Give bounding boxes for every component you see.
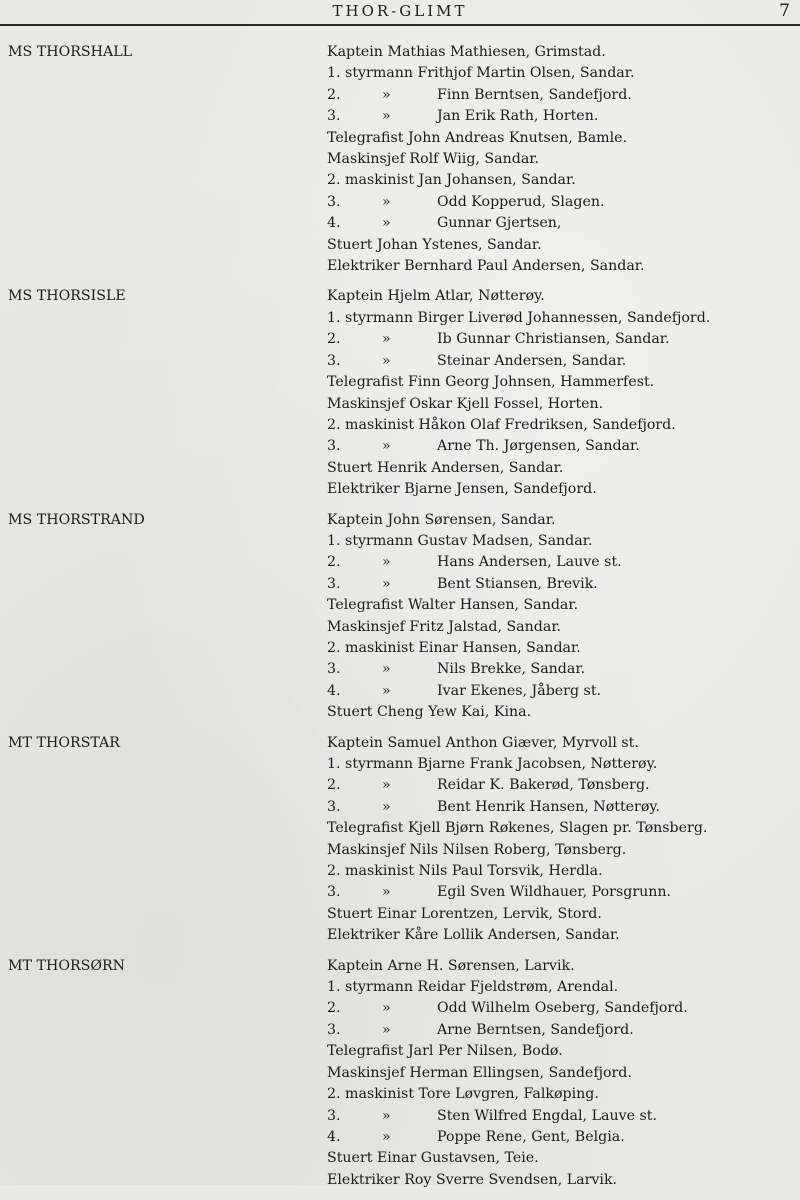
crew-name: Gustav Madsen, Sandar. [417, 532, 593, 549]
crew-name: Arne Th. Jørgensen, Sandar. [437, 438, 640, 455]
crew-name: Odd Wilhelm Oseberg, Sandefjord. [437, 1000, 688, 1017]
crew-role: Stuert [327, 704, 373, 721]
ditto-mark: » [382, 215, 391, 232]
rank-number: 3. [327, 798, 341, 815]
crew-name: Arne Berntsen, Sandefjord. [437, 1021, 634, 1038]
crew-role: Kaptein [327, 957, 383, 974]
crew-role: 2. maskinist [327, 863, 415, 880]
crew-member [327, 85, 800, 106]
crew-name: Samuel Anthon Giæver, Myrvoll st. [387, 734, 639, 751]
ditto-mark: » [382, 575, 391, 592]
crew-member [327, 106, 800, 127]
crew-member [327, 702, 800, 723]
publication-title: THOR-GLIMT [332, 2, 468, 20]
crew-name: Mathias Mathiesen, Grimstad. [387, 44, 606, 60]
crew-rank [327, 1127, 437, 1148]
crew-role: Maskinsjef [327, 151, 405, 168]
ditto-mark: » [382, 798, 391, 815]
crew-name: Gunnar Gjertsen, [437, 215, 562, 232]
crew-member [327, 192, 800, 213]
ditto-mark: » [382, 1021, 391, 1038]
crew-member [327, 1148, 800, 1169]
crew-member [327, 256, 800, 277]
crew-role: Elektriker [327, 258, 400, 275]
crew-member [327, 286, 800, 307]
crew-role: Telegrafist [327, 129, 404, 146]
ditto-mark: » [382, 86, 391, 103]
crew-member [327, 510, 800, 531]
ditto-mark: » [382, 438, 391, 455]
rank-number: 4. [327, 1128, 341, 1145]
crew-member [327, 351, 800, 372]
crew-member [327, 1063, 800, 1084]
crew-role: Stuert [327, 236, 373, 253]
rank-number: 3. [327, 661, 341, 678]
crew-member [327, 531, 800, 552]
crew-member [327, 904, 800, 925]
crew-rank [327, 1106, 437, 1127]
crew-role: Stuert [327, 905, 373, 922]
ship-name: MT THORSTAR [8, 734, 120, 751]
crew-rank [327, 1020, 437, 1041]
ditto-mark: » [382, 777, 391, 794]
crew-rank [327, 106, 437, 127]
crew-member [327, 308, 800, 329]
crew-name: Hans Andersen, Lauve st. [437, 554, 622, 571]
ditto-mark: » [382, 193, 391, 210]
crew-member [327, 479, 800, 500]
page-header [0, 0, 800, 26]
crew-name: Sten Wilfred Engdal, Lauve st. [437, 1107, 657, 1124]
ship-name: MT THORSØRN [8, 957, 126, 974]
crew-role: Elektriker [327, 927, 400, 944]
crew-member [327, 775, 800, 796]
crew-member [327, 1127, 800, 1148]
ditto-mark: » [382, 1128, 391, 1145]
crew-rank [327, 213, 437, 234]
crew-member [327, 1041, 800, 1062]
crew-name: Jan Erik Rath, Horten. [437, 108, 599, 125]
crew-role: Telegrafist [327, 1043, 404, 1060]
crew-name: Finn Georg Johnsen, Hammerfest. [407, 374, 655, 391]
crew-role: Telegrafist [327, 597, 404, 614]
crew-role: 1. styrmann [327, 309, 414, 326]
crew-member [327, 436, 800, 457]
crew-rank [327, 681, 437, 702]
crew-name: Tore Løvgren, Falkøping. [418, 1086, 599, 1103]
crew-role: 2. maskinist [327, 639, 415, 656]
crew-name: Ivar Ekenes, Jåberg st. [437, 682, 602, 699]
crew-name: Arne H. Sørensen, Larvik. [387, 957, 575, 974]
crew-member [327, 329, 800, 350]
crew-member [327, 1084, 800, 1105]
crew-member [327, 882, 800, 903]
ship-entry [0, 510, 800, 724]
rank-number: 3. [327, 438, 341, 455]
crew-name: Cheng Yew Kai, Kina. [376, 704, 532, 721]
crew-name: Nils Nilsen Roberg, Tønsberg. [409, 841, 627, 858]
ditto-mark: » [382, 682, 391, 699]
crew-name: Einar Hansen, Sandar. [418, 639, 581, 656]
crew-member [327, 235, 800, 256]
crew-name: Bernhard Paul Andersen, Sandar. [404, 258, 645, 275]
crew-member [327, 797, 800, 818]
crew-role: Stuert [327, 459, 373, 476]
rank-number: 4. [327, 215, 341, 232]
crew-rank [327, 192, 437, 213]
crew-name: Kåre Lollik Andersen, Sandar. [404, 927, 620, 944]
crew-name: Fritz Jalstad, Sandar. [409, 618, 562, 635]
crew-name: Einar Gustavsen, Teie. [376, 1150, 539, 1167]
rank-number: 4. [327, 682, 341, 699]
crew-rank [327, 351, 437, 372]
ship-entry [0, 733, 800, 947]
crew-name: Reidar Fjeldstrøm, Arendal. [417, 979, 619, 996]
crew-role: 2. maskinist [327, 172, 415, 189]
ship-entry [0, 956, 800, 1191]
crew-role: 1. styrmann [327, 979, 414, 996]
crew-name: Johan Ystenes, Sandar. [376, 236, 542, 253]
crew-role: 1. styrmann [327, 756, 414, 772]
crew-role: 1. styrmann [327, 532, 414, 549]
crew-roster [327, 42, 800, 277]
crew-member [327, 1106, 800, 1127]
crew-name: Oskar Kjell Fossel, Horten. [409, 395, 604, 412]
crew-member [327, 149, 800, 170]
crew-member [327, 213, 800, 234]
crew-role: Telegrafist [327, 820, 404, 837]
rank-number: 2. [327, 86, 341, 103]
crew-member [327, 458, 800, 479]
crew-rank [327, 436, 437, 457]
ditto-mark: » [382, 1000, 391, 1017]
ditto-mark: » [382, 884, 391, 901]
crew-member [327, 170, 800, 191]
crew-name: John Sørensen, Sandar. [387, 511, 556, 528]
crew-name: Birger Liverød Johannessen, Sandefjord. [417, 309, 711, 326]
rank-number: 2. [327, 554, 341, 571]
rank-number: 3. [327, 884, 341, 901]
crew-name: Roy Sverre Svendsen, Larvik. [404, 1171, 618, 1188]
crew-member [327, 733, 800, 754]
rank-number: 3. [327, 108, 341, 125]
crew-member [327, 861, 800, 882]
crew-name: Bent Henrik Hansen, Nøtterøy. [437, 798, 661, 815]
crew-role: 2. maskinist [327, 1086, 415, 1103]
crew-member [327, 840, 800, 861]
crew-rank [327, 329, 437, 350]
ditto-mark: » [382, 108, 391, 125]
crew-roster [327, 286, 800, 500]
rank-number: 2. [327, 1000, 341, 1017]
crew-name: Rolf Wiig, Sandar. [409, 151, 540, 168]
crew-member [327, 552, 800, 573]
ditto-mark: » [382, 661, 391, 678]
crew-rank [327, 775, 437, 796]
crew-member [327, 925, 800, 946]
page-number: 7 [779, 1, 790, 21]
crew-name: Herman Ellingsen, Sandefjord. [409, 1064, 632, 1081]
crew-member [327, 394, 800, 415]
crew-member [327, 617, 800, 638]
crew-name: Nils Brekke, Sandar. [437, 661, 586, 678]
crew-rank [327, 552, 437, 573]
crew-member [327, 956, 800, 977]
crew-name: John Andreas Knutsen, Bamle. [407, 129, 628, 146]
ditto-mark: » [382, 1107, 391, 1124]
ditto-mark: » [382, 554, 391, 571]
rank-number: 2. [327, 777, 341, 794]
crew-rank [327, 797, 437, 818]
crew-role: Telegrafist [327, 374, 404, 391]
crew-role: 2. maskinist [327, 416, 415, 433]
ditto-mark: » [382, 331, 391, 348]
crew-member [327, 998, 800, 1019]
crew-role: Kaptein [327, 44, 383, 60]
crew-list [0, 42, 800, 1200]
crew-rank [327, 882, 437, 903]
crew-role: Elektriker [327, 1171, 400, 1188]
crew-name: Nils Paul Torsvik, Herdla. [418, 863, 603, 880]
crew-role: Elektriker [327, 481, 400, 498]
crew-name: Bjarne Jensen, Sandefjord. [404, 481, 597, 498]
crew-roster [327, 956, 800, 1191]
crew-name: Frithjof Martin Olsen, Sandar. [417, 65, 635, 82]
crew-name: Finn Berntsen, Sandefjord. [437, 86, 632, 103]
crew-member [327, 1020, 800, 1041]
rank-number: 3. [327, 1021, 341, 1038]
crew-name: Walter Hansen, Sandar. [407, 597, 579, 614]
crew-member [327, 372, 800, 393]
crew-member [327, 754, 800, 775]
crew-member [327, 415, 800, 436]
crew-name: Egil Sven Wildhauer, Porsgrunn. [437, 884, 672, 901]
rank-number: 3. [327, 1107, 341, 1124]
crew-member [327, 638, 800, 659]
crew-roster [327, 733, 800, 947]
crew-rank [327, 998, 437, 1019]
rank-number: 3. [327, 193, 341, 210]
crew-rank [327, 659, 437, 680]
crew-role: Kaptein [327, 511, 383, 528]
crew-role: 1. styrmann [327, 65, 414, 82]
crew-name: Einar Lorentzen, Lervik, Stord. [376, 905, 602, 922]
crew-role: Kaptein [327, 734, 383, 751]
crew-name: Poppe Rene, Gent, Belgia. [437, 1128, 625, 1145]
rank-number: 3. [327, 352, 341, 369]
crew-name: Hjelm Atlar, Nøtterøy. [387, 288, 545, 305]
crew-role: Maskinsjef [327, 841, 405, 858]
ship-name: MS THORSISLE [8, 288, 126, 305]
crew-member [327, 977, 800, 998]
crew-name: Bent Stiansen, Brevik. [437, 575, 598, 592]
crew-name: Ib Gunnar Christiansen, Sandar. [437, 331, 670, 348]
crew-member [327, 574, 800, 595]
rank-number: 2. [327, 331, 341, 348]
rank-number: 3. [327, 575, 341, 592]
crew-role: Maskinsjef [327, 1064, 405, 1081]
crew-name: Bjarne Frank Jacobsen, Nøtterøy. [417, 756, 658, 772]
crew-name: Jarl Per Nilsen, Bodø. [407, 1043, 563, 1060]
crew-member [327, 128, 800, 149]
crew-role: Stuert [327, 1150, 373, 1167]
crew-roster [327, 510, 800, 724]
ditto-mark: » [382, 352, 391, 369]
crew-name: Kjell Bjørn Røkenes, Slagen pr. Tønsberg. [407, 820, 708, 837]
crew-name: Håkon Olaf Fredriksen, Sandefjord. [418, 416, 676, 433]
header-rule [0, 24, 800, 26]
crew-member [327, 659, 800, 680]
crew-member [327, 63, 800, 84]
ship-entry [0, 286, 800, 500]
crew-rank [327, 574, 437, 595]
crew-role: Kaptein [327, 288, 383, 305]
ship-name: MS THORSHALL [8, 44, 133, 60]
crew-member [327, 1170, 800, 1191]
crew-name: Odd Kopperud, Slagen. [437, 193, 605, 210]
crew-name: Jan Johansen, Sandar. [418, 172, 576, 189]
ship-entry [0, 42, 800, 277]
crew-member [327, 42, 800, 63]
crew-name: Steinar Andersen, Sandar. [437, 352, 627, 369]
crew-role: Maskinsjef [327, 395, 405, 412]
crew-member [327, 681, 800, 702]
crew-member [327, 595, 800, 616]
crew-rank [327, 85, 437, 106]
crew-member [327, 818, 800, 839]
crew-name: Henrik Andersen, Sandar. [376, 459, 564, 476]
ship-name: MS THORSTRAND [8, 511, 145, 528]
crew-name: Reidar K. Bakerød, Tønsberg. [437, 777, 650, 794]
crew-role: Maskinsjef [327, 618, 405, 635]
